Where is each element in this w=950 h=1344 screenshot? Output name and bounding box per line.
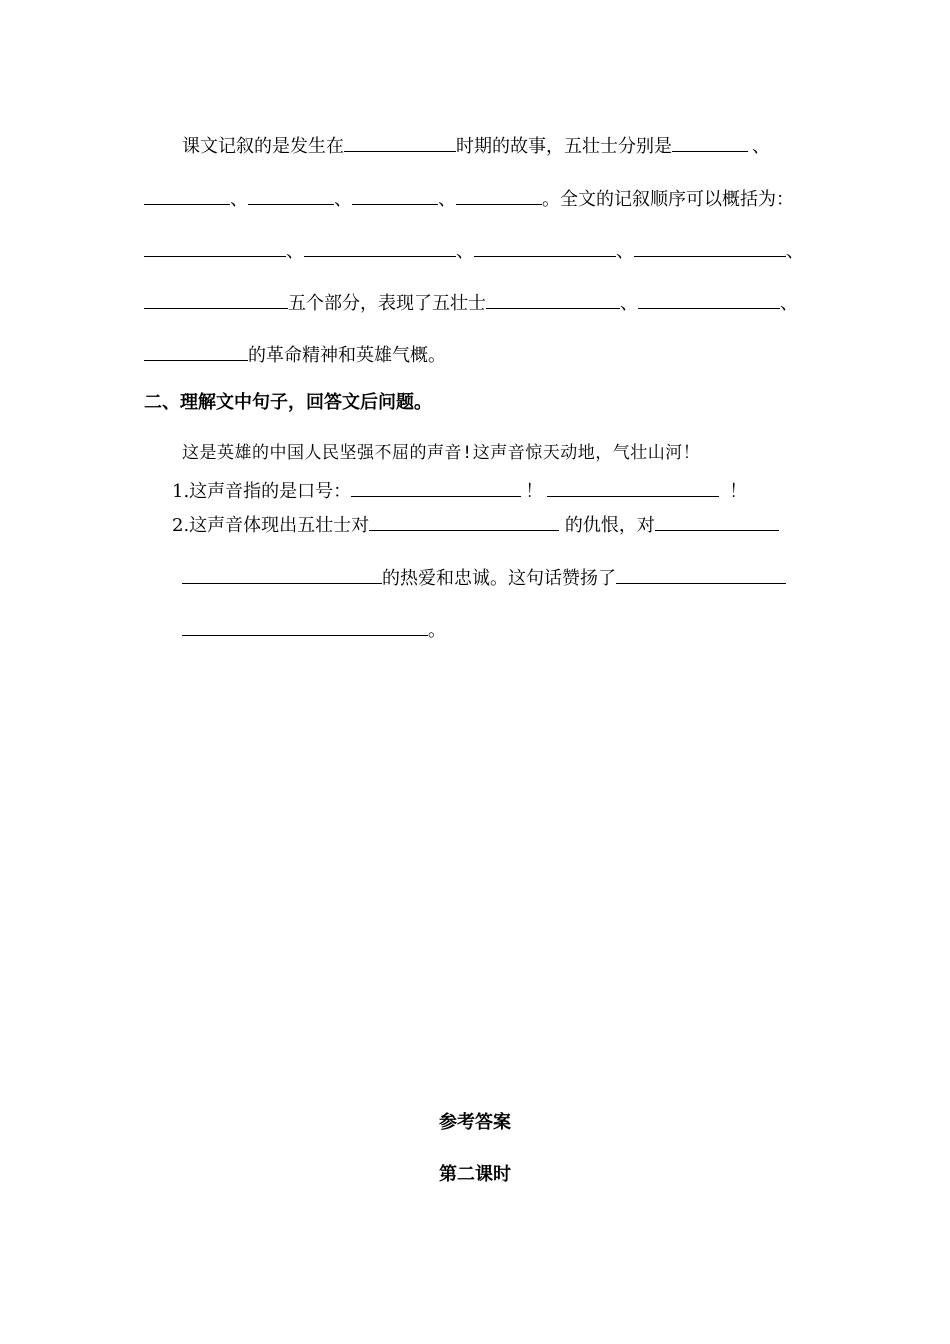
answer-blank[interactable] bbox=[144, 186, 230, 205]
answer-blank[interactable] bbox=[634, 238, 786, 257]
question-2-final bbox=[182, 617, 446, 643]
text-segment: 时期的故事，五壮士分别是 bbox=[456, 136, 672, 157]
exclamation: ！ bbox=[525, 481, 544, 502]
answer-blank[interactable] bbox=[248, 186, 334, 205]
answer-blank[interactable] bbox=[655, 512, 779, 531]
separator: 、 bbox=[286, 241, 304, 262]
answer-blank[interactable] bbox=[351, 478, 521, 497]
answers-title: 参考答案 bbox=[439, 1112, 511, 1133]
answer-blank[interactable] bbox=[369, 512, 559, 531]
text-segment: 。全文的记叙顺序可以概括为： bbox=[542, 189, 794, 210]
answer-blank[interactable] bbox=[547, 478, 719, 497]
text-segment: 的仇恨，对 bbox=[559, 515, 655, 536]
answer-blank[interactable] bbox=[352, 186, 438, 205]
answer-blank[interactable] bbox=[638, 290, 780, 309]
answer-blank[interactable] bbox=[672, 133, 748, 152]
quoted-sentence: 这是英雄的中国人民坚强不屈的声音!这声音惊天动地，气壮山河！ bbox=[182, 443, 701, 463]
separator: 、 bbox=[786, 241, 804, 262]
period: 。 bbox=[428, 620, 446, 641]
lesson-title: 第二课时 bbox=[439, 1164, 511, 1185]
answer-blank[interactable] bbox=[616, 565, 786, 584]
answer-blank[interactable] bbox=[486, 290, 620, 309]
question-2 bbox=[172, 512, 779, 538]
separator: 、 bbox=[456, 241, 474, 262]
answer-blank[interactable] bbox=[144, 342, 248, 361]
answer-blank[interactable] bbox=[304, 238, 456, 257]
separator: 、 bbox=[230, 189, 248, 210]
separator: 、 bbox=[620, 293, 638, 314]
answer-blank[interactable] bbox=[144, 238, 286, 257]
answer-blank[interactable] bbox=[182, 617, 428, 636]
separator: 、 bbox=[780, 293, 798, 314]
section-heading: 二、理解文中句子，回答文后问题。 bbox=[144, 392, 432, 413]
separator: 、 bbox=[616, 241, 634, 262]
answer-blank[interactable] bbox=[456, 186, 542, 205]
question-label: 1.这声音指的是口号： bbox=[172, 481, 352, 502]
text-line-2 bbox=[144, 186, 794, 212]
text-line-3 bbox=[144, 238, 804, 264]
separator: 、 bbox=[752, 136, 770, 157]
text-segment: 的革命精神和英雄气概。 bbox=[248, 345, 446, 366]
text-segment: 的热爱和忠诚。这句话赞扬了 bbox=[382, 568, 616, 589]
separator: 、 bbox=[334, 189, 352, 210]
text-line-5 bbox=[144, 342, 446, 368]
question-1 bbox=[172, 478, 747, 504]
answer-blank[interactable] bbox=[182, 565, 382, 584]
answer-blank[interactable] bbox=[144, 290, 288, 309]
text-segment: 五个部分，表现了五壮士 bbox=[288, 293, 486, 314]
exclamation: ！ bbox=[729, 481, 748, 502]
answer-blank[interactable] bbox=[474, 238, 616, 257]
text-line-1 bbox=[182, 133, 770, 159]
text-segment: 课文记叙的是发生在 bbox=[182, 136, 344, 157]
answer-blank[interactable] bbox=[344, 133, 456, 152]
separator: 、 bbox=[438, 189, 456, 210]
text-line-4 bbox=[144, 290, 798, 316]
question-2-continued bbox=[182, 565, 786, 591]
question-label: 2.这声音体现出五壮士对 bbox=[172, 515, 370, 536]
